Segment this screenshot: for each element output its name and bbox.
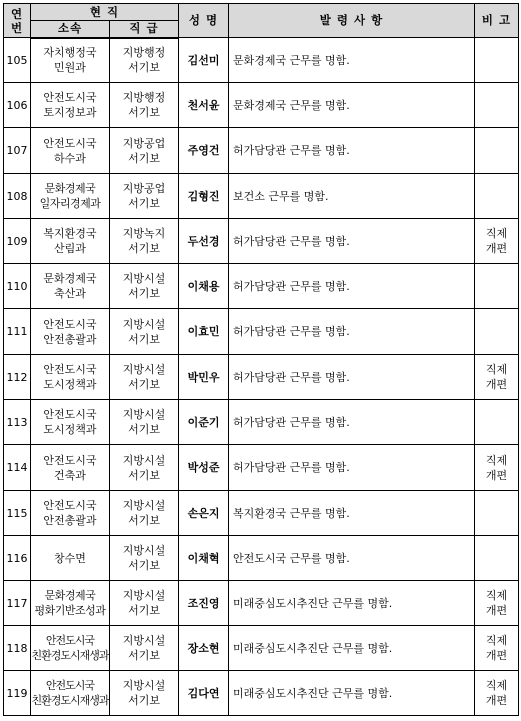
header-name: 성 명 xyxy=(179,4,229,38)
row-number: 115 xyxy=(4,491,31,536)
order-cell: 문화경제국 근무를 명함. xyxy=(229,38,475,83)
table-row xyxy=(4,128,519,174)
row-number: 111 xyxy=(4,309,31,355)
name-cell: 박민우 xyxy=(179,355,229,400)
order-cell: 허가담당관 근무를 명함. xyxy=(229,219,475,264)
department-cell: 안전도시국 토지정보과 xyxy=(31,83,110,128)
grade-cell: 지방시설 서기보 xyxy=(110,309,179,355)
order-cell: 복지환경국 근무를 명함. xyxy=(229,491,475,536)
note-cell xyxy=(475,83,519,128)
row-number: 108 xyxy=(4,174,31,219)
header-dept: 소속 xyxy=(31,21,110,38)
name-cell: 장소현 xyxy=(179,626,229,671)
note-cell xyxy=(475,536,519,581)
table-row xyxy=(4,671,519,716)
department-cell: 안전도시국 친환경도시재생과 xyxy=(31,671,110,716)
order-cell: 허가담당관 근무를 명함. xyxy=(229,264,475,309)
grade-cell: 지방시설 서기보 xyxy=(110,671,179,716)
grade-cell: 지방시설 서기보 xyxy=(110,400,179,445)
row-number: 109 xyxy=(4,219,31,264)
table-row xyxy=(4,445,519,491)
note-cell: 직제 개편 xyxy=(475,626,519,671)
grade-cell: 지방시설 서기보 xyxy=(110,264,179,309)
name-cell: 김다연 xyxy=(179,671,229,716)
department-cell: 문화경제국 평화기반조성과 xyxy=(31,581,110,626)
row-number: 105 xyxy=(4,38,31,83)
name-cell: 천서윤 xyxy=(179,83,229,128)
row-number: 119 xyxy=(4,671,31,716)
order-cell: 문화경제국 근무를 명함. xyxy=(229,83,475,128)
order-cell: 보건소 근무를 명함. xyxy=(229,174,475,219)
table-row xyxy=(4,491,519,536)
note-cell xyxy=(475,264,519,309)
grade-cell: 지방시설 서기보 xyxy=(110,491,179,536)
row-number: 116 xyxy=(4,536,31,581)
name-cell: 조진영 xyxy=(179,581,229,626)
grade-cell: 지방공업 서기보 xyxy=(110,174,179,219)
note-cell: 직제 개편 xyxy=(475,581,519,626)
grade-cell: 지방시설 서기보 xyxy=(110,581,179,626)
note-cell xyxy=(475,491,519,536)
header-no: 연 번 xyxy=(4,4,31,38)
grade-cell: 지방행정 서기보 xyxy=(110,83,179,128)
department-cell: 안전도시국 안전총괄과 xyxy=(31,491,110,536)
row-number: 114 xyxy=(4,445,31,491)
row-number: 118 xyxy=(4,626,31,671)
personnel-order-table xyxy=(3,3,519,716)
department-cell: 문화경제국 축산과 xyxy=(31,264,110,309)
table-row xyxy=(4,400,519,445)
row-number: 106 xyxy=(4,83,31,128)
order-cell: 미래중심도시추진단 근무를 명함. xyxy=(229,626,475,671)
grade-cell: 지방행정 서기보 xyxy=(110,38,179,83)
note-cell xyxy=(475,128,519,174)
department-cell: 안전도시국 친환경도시재생과 xyxy=(31,626,110,671)
order-cell: 미래중심도시추진단 근무를 명함. xyxy=(229,671,475,716)
row-number: 107 xyxy=(4,128,31,174)
table-row xyxy=(4,626,519,671)
header-grade: 직 급 xyxy=(110,21,179,38)
note-cell: 직제 개편 xyxy=(475,445,519,491)
table-row xyxy=(4,38,519,83)
department-cell: 안전도시국 안전총괄과 xyxy=(31,309,110,355)
name-cell: 이채혁 xyxy=(179,536,229,581)
name-cell: 박성준 xyxy=(179,445,229,491)
department-cell: 안전도시국 도시정책과 xyxy=(31,400,110,445)
note-cell xyxy=(475,38,519,83)
table-row xyxy=(4,264,519,309)
name-cell: 이효민 xyxy=(179,309,229,355)
table-row xyxy=(4,219,519,264)
order-cell: 미래중심도시추진단 근무를 명함. xyxy=(229,581,475,626)
order-cell: 안전도시국 근무를 명함. xyxy=(229,536,475,581)
order-cell: 허가담당관 근무를 명함. xyxy=(229,355,475,400)
row-number: 113 xyxy=(4,400,31,445)
order-cell: 허가담당관 근무를 명함. xyxy=(229,128,475,174)
name-cell: 손은지 xyxy=(179,491,229,536)
department-cell: 문화경제국 일자리경제과 xyxy=(31,174,110,219)
note-cell: 직제 개편 xyxy=(475,355,519,400)
row-number: 110 xyxy=(4,264,31,309)
header-current-position: 현 직 xyxy=(31,4,179,21)
table-row xyxy=(4,581,519,626)
header-order: 발 령 사 항 xyxy=(229,4,475,38)
department-cell: 자치행정국 민원과 xyxy=(31,38,110,83)
note-cell xyxy=(475,400,519,445)
note-cell: 직제 개편 xyxy=(475,219,519,264)
note-cell xyxy=(475,174,519,219)
name-cell: 김선미 xyxy=(179,38,229,83)
name-cell: 이준기 xyxy=(179,400,229,445)
order-cell: 허가담당관 근무를 명함. xyxy=(229,309,475,355)
name-cell: 김형진 xyxy=(179,174,229,219)
name-cell: 이채용 xyxy=(179,264,229,309)
table-row xyxy=(4,83,519,128)
note-cell xyxy=(475,309,519,355)
order-cell: 허가담당관 근무를 명함. xyxy=(229,400,475,445)
department-cell: 창수면 xyxy=(31,536,110,581)
department-cell: 복지환경국 산림과 xyxy=(31,219,110,264)
name-cell: 주영건 xyxy=(179,128,229,174)
grade-cell: 지방시설 서기보 xyxy=(110,536,179,581)
table-row xyxy=(4,309,519,355)
department-cell: 안전도시국 도시정책과 xyxy=(31,355,110,400)
table-row xyxy=(4,174,519,219)
name-cell: 두선경 xyxy=(179,219,229,264)
table-row xyxy=(4,355,519,400)
grade-cell: 지방시설 서기보 xyxy=(110,355,179,400)
order-cell: 허가담당관 근무를 명함. xyxy=(229,445,475,491)
department-cell: 안전도시국 하수과 xyxy=(31,128,110,174)
grade-cell: 지방공업 서기보 xyxy=(110,128,179,174)
department-cell: 안전도시국 건축과 xyxy=(31,445,110,491)
grade-cell: 지방녹지 서기보 xyxy=(110,219,179,264)
header-note: 비 고 xyxy=(475,4,519,38)
row-number: 112 xyxy=(4,355,31,400)
grade-cell: 지방시설 서기보 xyxy=(110,626,179,671)
table-row xyxy=(4,536,519,581)
grade-cell: 지방시설 서기보 xyxy=(110,445,179,491)
row-number: 117 xyxy=(4,581,31,626)
note-cell: 직제 개편 xyxy=(475,671,519,716)
